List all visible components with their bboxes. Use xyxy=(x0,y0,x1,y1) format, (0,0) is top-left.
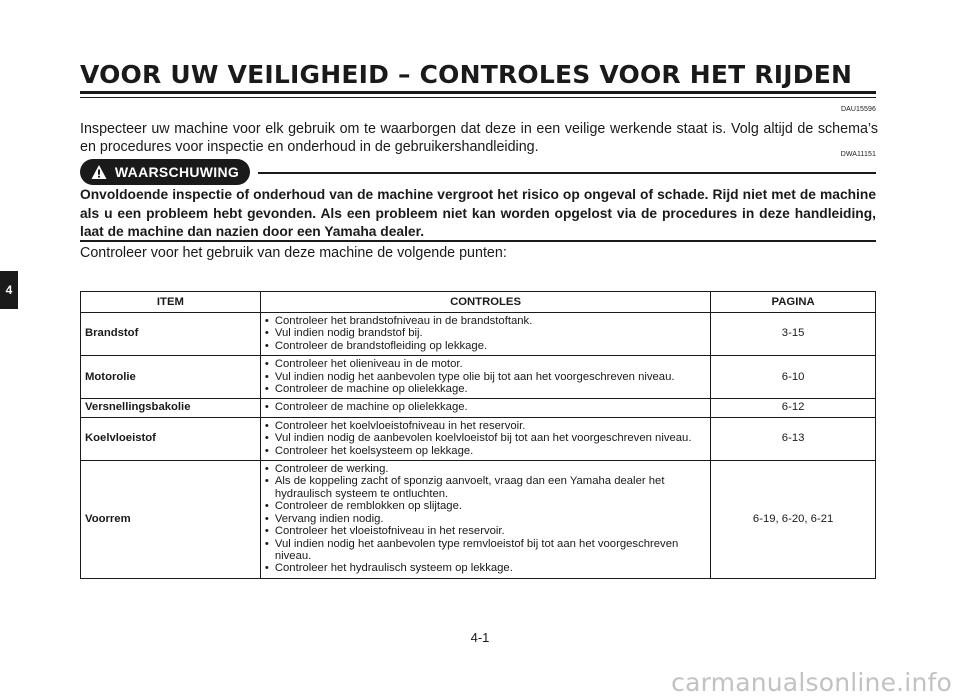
table-header-row xyxy=(81,292,876,313)
page-title: VOOR UW VEILIGHEID – CONTROLES VOOR HET RIJDEN xyxy=(80,60,853,89)
checklist-lead: Controleer voor het gebruik van deze machine de volgende punten: xyxy=(80,245,507,261)
chapter-tab: 4 xyxy=(0,271,18,309)
check-item: • Vervang indien nodig. xyxy=(265,513,706,525)
checks-table xyxy=(80,291,876,579)
title-rule-thin xyxy=(80,97,876,98)
check-item: • Controleer de brandstofleiding op lekkage. xyxy=(265,340,706,352)
check-item: • Controleer de machine op olielekkage. xyxy=(265,383,706,395)
warning-code: DWA11151 xyxy=(840,151,876,158)
check-item: • Controleer het koelvloeistofniveau in het reservoir. xyxy=(265,420,706,432)
check-item: • Controleer het vloeistofniveau in het reservoir. xyxy=(265,525,706,537)
intro-paragraph: Inspecteer uw machine voor elk gebruik om te waarborgen dat deze in een veilige werkende staat is. Volg altijd de schema’s en procedures voor inspectie en onderhoud in de gebruikershandleiding. xyxy=(80,121,878,155)
check-item: • Vul indien nodig de aanbevolen koelvloeistof bij tot aan het voorgeschreven niveau. xyxy=(265,432,706,444)
warning-triangle-icon xyxy=(91,164,107,180)
row-checks xyxy=(260,356,710,399)
intro-code: DAU15596 xyxy=(840,106,876,113)
row-page: 6-19, 6-20, 6-21 xyxy=(711,461,876,579)
check-item: • Controleer het koelsysteem op lekkage. xyxy=(265,445,706,457)
check-item: • Vul indien nodig brandstof bij. xyxy=(265,327,706,339)
table-row xyxy=(81,356,876,399)
table-row xyxy=(81,417,876,460)
warning-label: WAARSCHUWING xyxy=(114,164,240,180)
warning-end-rule xyxy=(80,240,876,242)
check-item: • Vul indien nodig het aanbevolen type remvloeistof bij tot aan het voorgeschreven niveau. xyxy=(265,538,706,563)
check-item: • Controleer de machine op olielekkage. xyxy=(265,401,706,413)
table-row xyxy=(81,313,876,356)
check-item: • Controleer de remblokken op slijtage. xyxy=(265,500,706,512)
header-page: PAGINA xyxy=(711,292,876,313)
row-page: 3-15 xyxy=(711,313,876,356)
check-item: • Controleer het hydraulisch systeem op lekkage. xyxy=(265,562,706,574)
check-item: • Als de koppeling zacht of sponzig aanvoelt, vraag dan een Yamaha dealer het hydraulisch systeem te ontluchten. xyxy=(265,475,706,500)
row-checks xyxy=(260,461,710,579)
table-row xyxy=(81,461,876,579)
row-item: Brandstof xyxy=(81,313,261,356)
row-page: 6-10 xyxy=(711,356,876,399)
row-page: 6-13 xyxy=(711,417,876,460)
check-item: • Controleer het brandstofniveau in de brandstoftank. xyxy=(265,315,706,327)
warning-header-rule xyxy=(258,172,876,174)
row-checks xyxy=(260,417,710,460)
warning-text: Onvoldoende inspectie of onderhoud van de machine vergroot het risico op ongeval of schade. Rijd niet met de machine als u een probleem hebt gevonden. Als een probleem niet kan worden opgelost via de procedures in deze handleiding, laat de machine dan nazien door een Yamaha dealer. xyxy=(80,187,876,239)
check-item: • Controleer het olieniveau in de motor. xyxy=(265,358,706,370)
row-item: Voorrem xyxy=(81,461,261,579)
page-number: 4-1 xyxy=(470,630,490,645)
row-checks xyxy=(260,399,710,417)
check-item: • Controleer de werking. xyxy=(265,463,706,475)
row-item: Motorolie xyxy=(81,356,261,399)
row-checks xyxy=(260,313,710,356)
header-item: ITEM xyxy=(81,292,261,313)
row-page: 6-12 xyxy=(711,399,876,417)
check-item: • Vul indien nodig het aanbevolen type olie bij tot aan het voorgeschreven niveau. xyxy=(265,371,706,383)
watermark: carmanualsonline.info xyxy=(671,668,952,697)
warning-badge xyxy=(80,159,250,185)
table-row xyxy=(81,399,876,417)
header-checks: CONTROLES xyxy=(260,292,710,313)
title-rule-thick xyxy=(80,91,876,94)
row-item: Koelvloeistof xyxy=(81,417,261,460)
row-item: Versnellingsbakolie xyxy=(81,399,261,417)
